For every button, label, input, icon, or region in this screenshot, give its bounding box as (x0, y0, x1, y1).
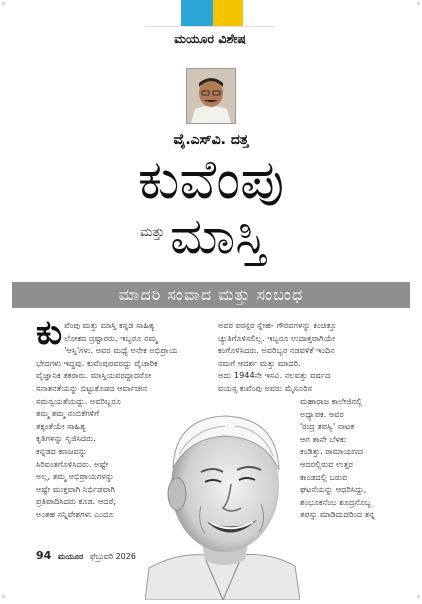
article-line: ಚ್ಯುತಿಗೊಳಿಸಲಿಲ್ಲ. ಇಬ್ಬರೂ ಉದಾತ್ತರಾಗಿಯೇ (218, 332, 336, 343)
author-photo (186, 68, 236, 124)
article-line: ಪ್ರತಿಪಾದಿಸಿದರು ಕೂಡ. ಆದರೆ, (36, 496, 116, 507)
publication-name: ಮಯೂರ (57, 552, 84, 561)
article-line: ವಯಸ್ಸ ಕುವೆಂಪು ಅವರು ಮೈಸೂರಿನ (218, 382, 313, 393)
headline-line-2: ಮಾಸ್ತಿ (170, 207, 266, 265)
article-line: ಸನಾತನತೆಯನ್ನು ಬಿಟ್ಟುಕೊಡದ ಆರ್ವಾಚೀನ (36, 382, 148, 393)
article-right-column (218, 319, 398, 395)
article-line: ಮಹಾರಾಜ ಕಾಲೇಜಿನಲ್ಲಿ (300, 396, 363, 406)
author-portrait-icon (187, 69, 235, 123)
section-label: ಮಯೂರ ವಿಶೇಷ (174, 31, 246, 46)
page-footer (36, 549, 136, 562)
subtitle-banner (12, 282, 410, 308)
registration-mark (417, 2, 420, 5)
article-line: ತಕ್ಕಂತೆಯೇ ಸಾಹಿತ್ಯ (36, 420, 86, 431)
article-line: 'ಆಸ್ತಿ'ಗಳು. ಅವರ ಮಧ್ಯೆ ಅನೇಕ ಅಭಿಪ್ರಾಯ (64, 345, 178, 356)
article-line: ಸಮನ್ವಯತೆಯದ್ದು. ಅವರಿಬ್ಬರೂ (36, 395, 121, 406)
author-name: ವೈ.ಎಸ್‌ವಿ. ದತ್ತ (173, 132, 249, 148)
article-line: ಅಂತಹ ಸನ್ನಿವೇಶಗಳು ಎಂದೂ (36, 508, 114, 519)
article-line: ನಮಗೆ ಆದರ್ಶ ಮತ್ತು ಮಾದರಿ. (218, 357, 301, 368)
article-line: ಸಿರಿವಂತಗೊಳಿಸಿದರು. ಅಷ್ಟೇ (36, 458, 109, 469)
article-line: ವೆಂಪು ಮತ್ತು ಮಾಸ್ತಿ ಕನ್ನಡ ಸಾಹಿತ್ಯ (64, 320, 155, 330)
article-line: ಕೃತಿಗಳನ್ನು ಸೃಜಿಸಿದರು. (36, 433, 96, 444)
portrait-illustration (145, 398, 300, 600)
article-line: 'ರುದ್ರ ತಪಸ್ವಿ' ನಾಟಕ (300, 421, 355, 432)
article-line: ವೈಜ್ಞಾನಿಕ ತಕರಾರು. ಮಾಸ್ತಿಯವರದ್ದಾದರೋ (36, 370, 152, 381)
headline-connector: ಮತ್ತು (140, 225, 165, 240)
article-line: ಅಷ್ಟೇ ಮುಕ್ತವಾಗಿ ನಿರ್ಭಿಡವಾಗಿ (36, 483, 115, 494)
header-block-yellow (213, 0, 243, 26)
article-line: ಅಧ್ಯಾಪಕ. ಅವರ (300, 408, 344, 419)
article-line: ಕಂಡಿತ್ತು. ರಾಮಾಯಣದ (300, 446, 364, 457)
page-number: 94 (36, 549, 52, 562)
section-header (145, 26, 275, 51)
article-line: ಅಲ್ಲ, ತಮ್ಮ ಅಭಿಪ್ರಾಯಗಳನ್ನು (36, 471, 115, 482)
header-block-blue (181, 0, 213, 26)
article-line: ಅದು 1944ನೇ ಇಸವಿ. ನಲವತ್ತು ವರ್ಷದ (218, 370, 331, 381)
registration-mark (417, 595, 420, 598)
article-line: ಆದರಲ್ಲಿರುವ ಉತ್ತರ (300, 458, 353, 469)
article-line: ಲೋಕದ ದ್ರಷ್ಟಾರರು. ಇಬ್ಬರೂ ನಮ್ಮ (64, 332, 158, 343)
article-line: ತಮ್ಮ ತಮ್ಮ ನಂಬಿಕೆಗಳಿಗೆ (36, 408, 100, 419)
issue-date: ಫೆಬ್ರುವರಿ 2026 (89, 552, 136, 561)
article-line: ಕಂಗೊಳಿಸಿದರು. ಅವರಿಬ್ಬರ ನಡವಳಿಕೆ ಇಂದಿನ (218, 345, 335, 356)
article-line: ಆಗ ತಾನೇ ಬೆಳಕು (300, 433, 347, 444)
registration-mark (2, 595, 5, 598)
headline-line-1: ಕುವೆಂಪು (137, 148, 285, 211)
article-line: ಶಂಭೂಕನೆಂಬ ಶೂದ್ರನೊಬ್ಬ (300, 496, 372, 507)
drop-cap: ಕು (36, 313, 63, 353)
article-line: ಕನ್ನಡದ ಕಣಜವನ್ನು (36, 445, 87, 456)
article-line: ತಪಸ್ಸು ಮಾಡಿದುದರಿಂದ ತನ್ನ (300, 509, 375, 520)
article-line: ಘಟನೆಯನ್ನು ಆಧರಿಸಿದ್ದು, (300, 484, 367, 495)
article-line: ಅವರ ಪರಸ್ಪರ ಸ್ನೇಹ- ಗೌರವಗಳನ್ನು ಕಿಂಚಿತ್ತೂ (218, 320, 337, 330)
subtitle-text: ಮಾದರಿ ಸಂವಾದ ಮತ್ತು ಸಂಬಂಧ (118, 285, 304, 304)
article-right-column-wrap (300, 395, 398, 521)
article-line: ಭೇದಗಳು ಇದ್ದವು. ಕುವೆಂಪುರವರದ್ದು ವೈಚಾರಿಕ (36, 357, 158, 368)
registration-mark (2, 2, 5, 5)
portrait-sketch-icon (145, 398, 300, 600)
article-line: ಕಾಂಡದಲ್ಲಿ ಬರುವ (300, 471, 348, 482)
